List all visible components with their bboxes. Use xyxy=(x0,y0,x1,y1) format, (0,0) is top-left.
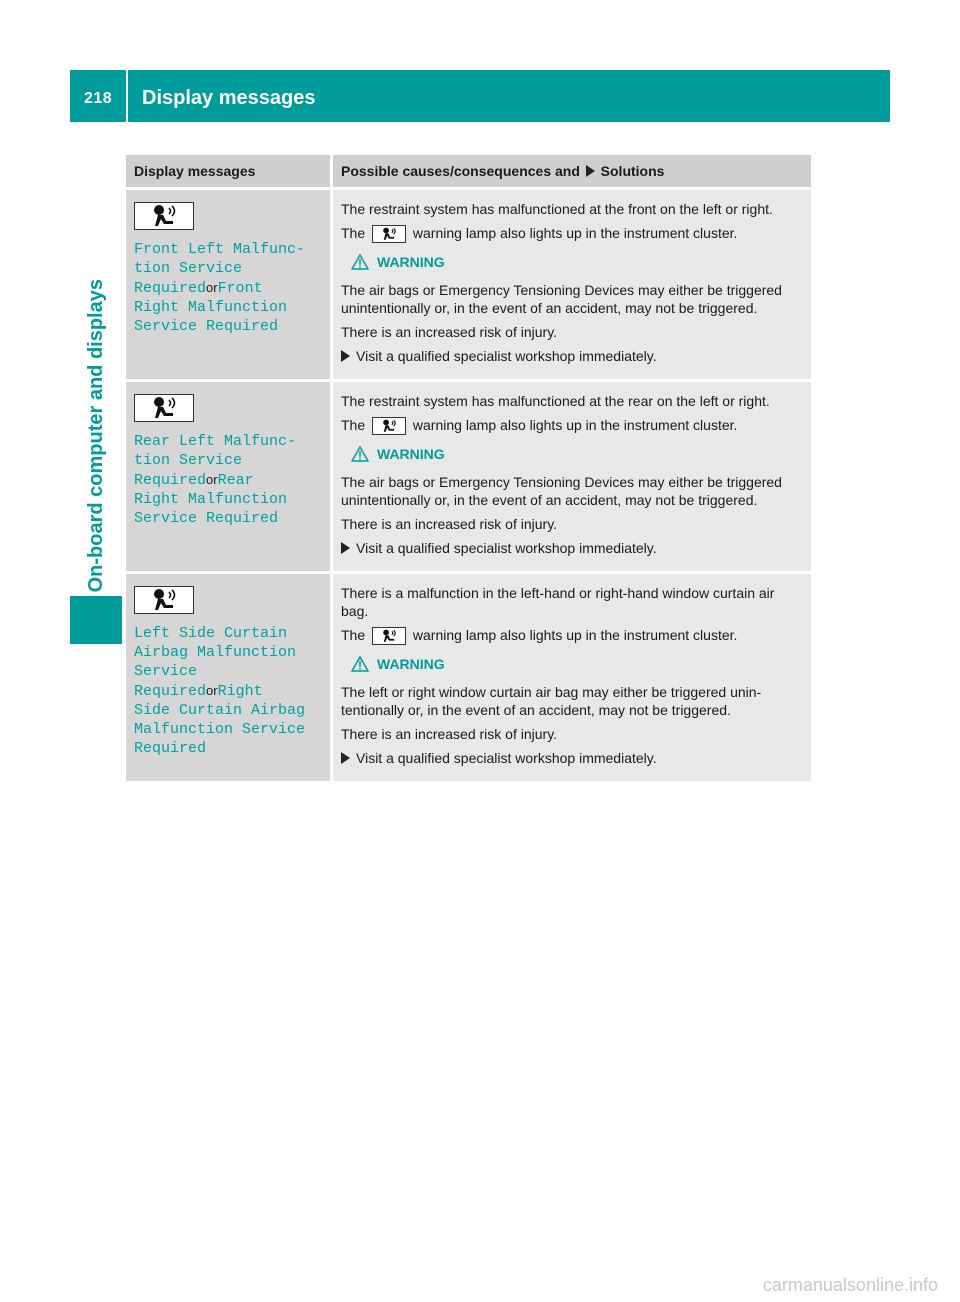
triangle-bullet-icon xyxy=(341,542,350,554)
side-chapter-tab xyxy=(70,132,122,592)
display-message-text: Front Left Malfunc‐ tion Service RequiredorFront Right Malfunction Service Required xyxy=(134,241,306,335)
risk-text: There is an increased risk of injury. xyxy=(341,324,558,340)
warning-text: The air bags or Emergency Tensioning Devices may either be triggered unintentionally or, in the event of an accident, may not be triggered. xyxy=(341,474,782,508)
warning-heading: WARNING xyxy=(351,445,803,463)
solution-cell xyxy=(332,189,812,381)
triangle-bullet-icon xyxy=(341,752,350,764)
warning-heading: WARNING xyxy=(351,655,803,673)
airbag-warning-lamp-icon xyxy=(372,417,406,435)
lamp-note: The warning lamp also lights up in the instrument cluster. xyxy=(341,225,738,241)
page-title: Display messages xyxy=(142,87,316,109)
solution-step: Visit a qualified specialist workshop immediately. xyxy=(341,347,803,365)
table-header-row xyxy=(126,155,811,189)
triangle-bullet-icon xyxy=(341,350,350,362)
airbag-warning-lamp-icon xyxy=(372,225,406,243)
solution-cell xyxy=(332,381,812,573)
cause-text: The restraint system has malfunctioned at the rear on the left or right. xyxy=(341,393,770,409)
table-row xyxy=(126,381,811,573)
solution-step: Visit a qualified specialist workshop immediately. xyxy=(341,749,803,767)
warning-triangle-icon xyxy=(351,446,369,462)
display-message-text: Left Side Curtain Airbag Malfunction Service RequiredorRight Side Curtain Airbag Malfunction Service Required xyxy=(134,625,306,757)
risk-text: There is an increased risk of injury. xyxy=(341,516,558,532)
cause-text: There is a malfunction in the left-hand or right-hand window curtain air bag. xyxy=(341,585,775,619)
header-divider xyxy=(126,70,128,122)
airbag-warning-lamp-icon xyxy=(372,627,406,645)
warning-triangle-icon xyxy=(351,254,369,270)
side-chapter-label: On-board computer and displays xyxy=(84,278,107,592)
message-cell xyxy=(126,381,332,573)
warning-text: The left or right window curtain air bag may either be triggered unin‐ tentionally or, in the event of an accident, may not be triggered. xyxy=(341,684,762,718)
triangle-bullet-icon xyxy=(586,165,595,177)
message-cell xyxy=(126,573,332,783)
table-row xyxy=(126,189,811,381)
lamp-note: The warning lamp also lights up in the instrument cluster. xyxy=(341,417,738,433)
watermark: carmanualsonline.info xyxy=(762,1275,938,1295)
warning-text: The air bags or Emergency Tensioning Devices may either be triggered unintentionally or, in the event of an accident, may not be triggered. xyxy=(341,282,782,316)
display-message-text: Rear Left Malfunc‐ tion Service RequiredorRear Right Malfunction Service Required xyxy=(134,433,297,527)
airbag-warning-lamp-icon xyxy=(134,394,194,422)
cause-text: The restraint system has malfunctioned at the front on the left or right. xyxy=(341,201,773,217)
warning-triangle-icon xyxy=(351,656,369,672)
message-cell xyxy=(126,189,332,381)
col-header-causes: Possible causes/consequences and Solutions xyxy=(332,155,812,189)
col-header-display-messages: Display messages xyxy=(126,155,332,189)
airbag-warning-lamp-icon xyxy=(134,202,194,230)
solution-cell xyxy=(332,573,812,783)
lamp-note: The warning lamp also lights up in the instrument cluster. xyxy=(341,627,738,643)
display-messages-table xyxy=(126,155,811,784)
warning-heading: WARNING xyxy=(351,253,803,271)
airbag-warning-lamp-icon xyxy=(134,586,194,614)
solution-step: Visit a qualified specialist workshop immediately. xyxy=(341,539,803,557)
page-header xyxy=(70,70,890,122)
side-chapter-marker xyxy=(70,596,122,644)
risk-text: There is an increased risk of injury. xyxy=(341,726,558,742)
table-row xyxy=(126,573,811,783)
page-number: 218 xyxy=(84,90,113,107)
